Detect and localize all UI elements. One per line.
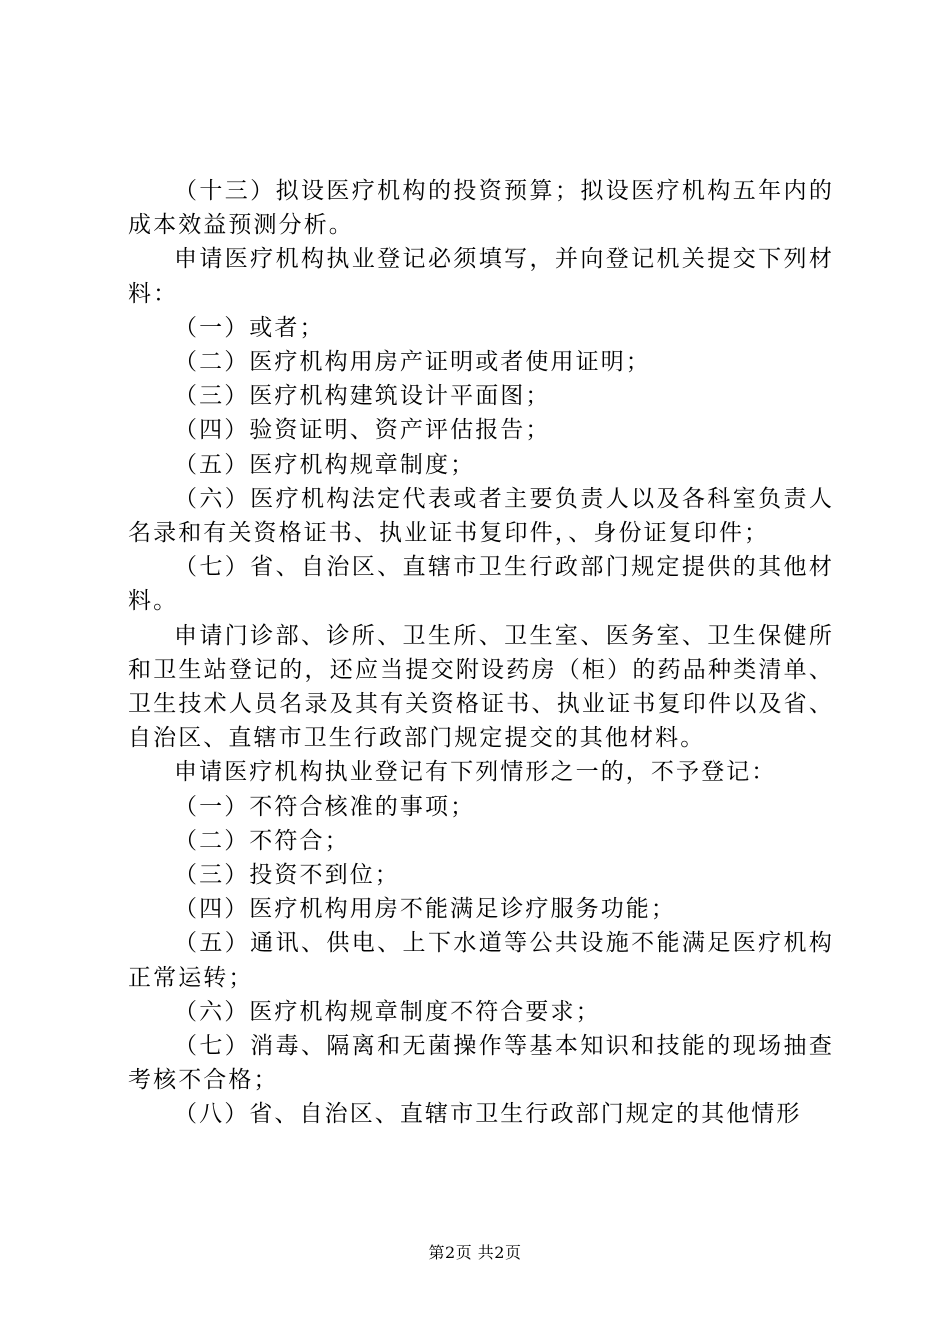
paragraph-7: （五）医疗机构规章制度； <box>174 451 476 478</box>
paragraph-16: （五）通讯、供电、上下水道等公共设施不能满足医疗机构正常运转； <box>128 930 834 991</box>
document-body <box>128 174 834 1132</box>
paragraph-18: （七）消毒、隔离和无菌操作等基本知识和技能的现场抽查考核不合格； <box>128 1033 834 1094</box>
paragraph-10: 申请门诊部、诊所、卫生所、卫生室、医务室、卫生保健所和卫生站登记的，还应当提交附设药房（柜）的药品种类清单、卫生技术人员名录及其有关资格证书、执业证书复印件以及省、自治区、直辖市卫生行政部门规定提交的其他材料。 <box>128 622 834 752</box>
page-footer <box>0 1243 950 1263</box>
paragraph-6: （四）验资证明、资产评估报告； <box>174 417 551 444</box>
paragraph-19: （八）省、自治区、直辖市卫生行政部门规定的其他情形 <box>174 1101 802 1128</box>
paragraph-11: 申请医疗机构执业登记有下列情形之一的，不予登记： <box>174 759 777 786</box>
paragraph-1: （十三）拟设医疗机构的投资预算；拟设医疗机构五年内的成本效益预测分析。 <box>128 178 834 239</box>
paragraph-8: （六）医疗机构法定代表或者主要负责人以及各科室负责人名录和有关资格证书、执业证书复印件，、身份证复印件； <box>128 485 834 547</box>
paragraph-17: （六）医疗机构规章制度不符合要求； <box>174 998 601 1025</box>
paragraph-3: （一）或者； <box>174 314 325 341</box>
paragraph-15: （四）医疗机构用房不能满足诊疗服务功能； <box>174 896 676 923</box>
paragraph-5: （三）医疗机构建筑设计平面图； <box>174 383 551 410</box>
paragraph-14: （三）投资不到位； <box>174 862 400 889</box>
paragraph-4: （二）医疗机构用房产证明或者使用证明； <box>174 349 651 376</box>
paragraph-9: （七）省、自治区、直辖市卫生行政部门规定提供的其他材料。 <box>128 554 834 615</box>
paragraph-13: （二）不符合； <box>174 827 350 854</box>
paragraph-12: （一）不符合核准的事项； <box>174 793 476 820</box>
paragraph-2: 申请医疗机构执业登记必须填写，并向登记机关提交下列材料： <box>128 246 834 307</box>
page-number-label: 第2页 共2页 <box>428 1243 522 1262</box>
